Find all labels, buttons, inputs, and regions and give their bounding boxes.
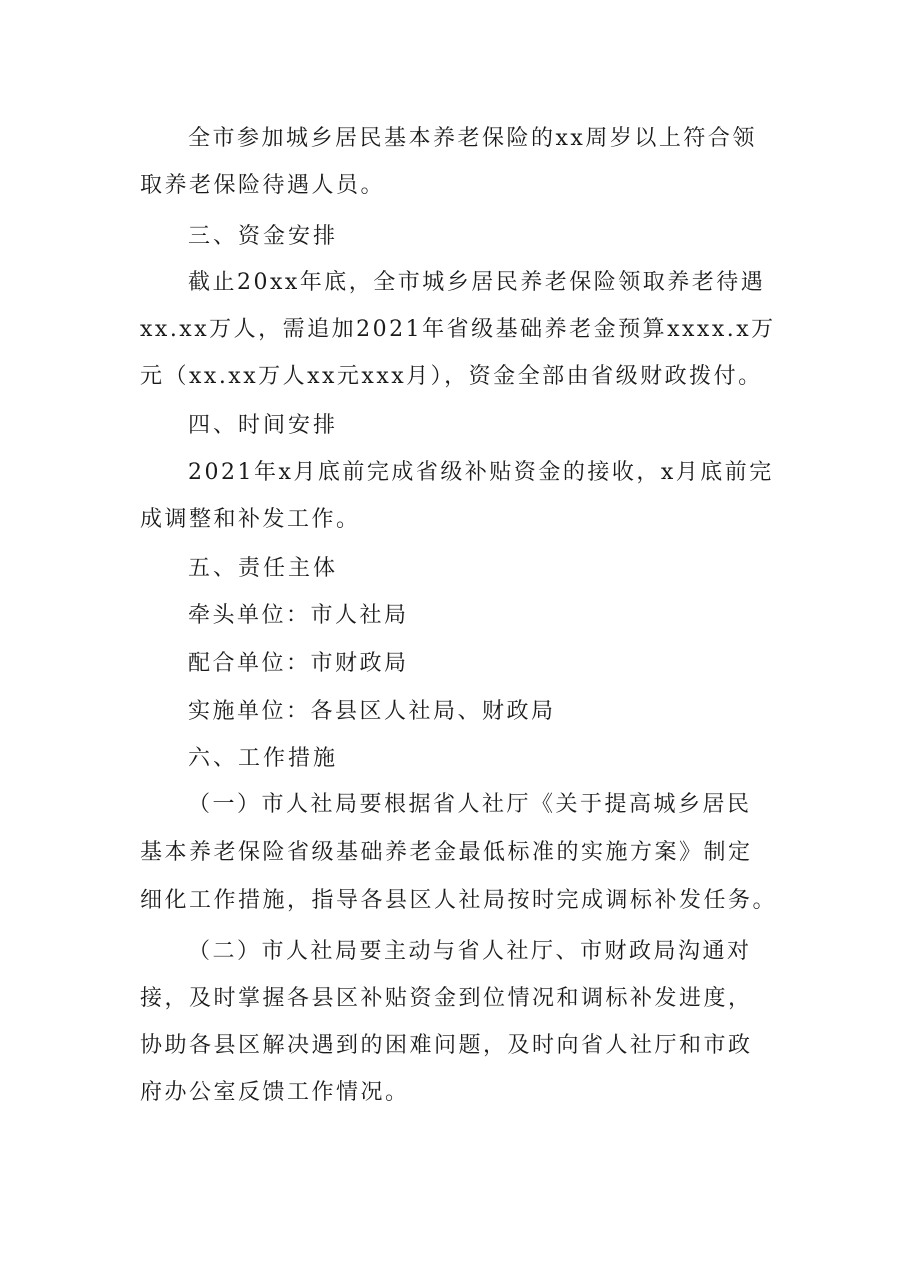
paragraph-line: 成调整和补发工作。 [140,507,361,532]
paragraph-line: 基本养老保险省级基础养老金最低标准的实施方案》制定 [140,840,753,865]
paragraph-line: 牵头单位：市人社局 [188,603,409,628]
paragraph-line: 全市参加城乡居民基本养老保险的xx周岁以上符合领 [188,126,757,151]
section-heading: 六、工作措施 [188,746,339,771]
paragraph-line: 协助各县区解决遇到的困难问题，及时向省人社厅和市政 [140,1033,753,1058]
paragraph-line: 截止20xx年底，全市城乡居民养老保险领取养老待遇 [188,270,766,295]
section-heading: 三、资金安排 [188,224,339,249]
paragraph-line: 配合单位：市财政局 [188,651,409,676]
paragraph-line: （一）市人社局要根据省人社厅《关于提高城乡居民 [188,792,752,817]
paragraph-line: 府办公室反馈工作情况。 [140,1080,410,1105]
paragraph-line: 实施单位：各县区人社局、财政局 [188,699,556,724]
paragraph-line: 细化工作措施，指导各县区人社局按时完成调标补发任务。 [140,888,778,913]
paragraph-line: xx.xx万人，需追加2021年省级基础养老金预算xxxx.x万 [140,317,776,342]
paragraph-line: 接，及时掌握各县区补贴资金到位情况和调标补发进度， [140,986,753,1011]
paragraph-line: 2021年x月底前完成省级补贴资金的接收，x月底前完 [188,460,774,485]
section-heading: 四、时间安排 [188,413,339,438]
paragraph-line: 取养老保险待遇人员。 [140,173,386,198]
paragraph-line: 元（xx.xx万人xx元xxx月），资金全部由省级财政拨付。 [140,364,763,389]
section-heading: 五、责任主体 [188,556,339,581]
paragraph-line: （二）市人社局要主动与省人社厅、市财政局沟通对 [188,939,752,964]
